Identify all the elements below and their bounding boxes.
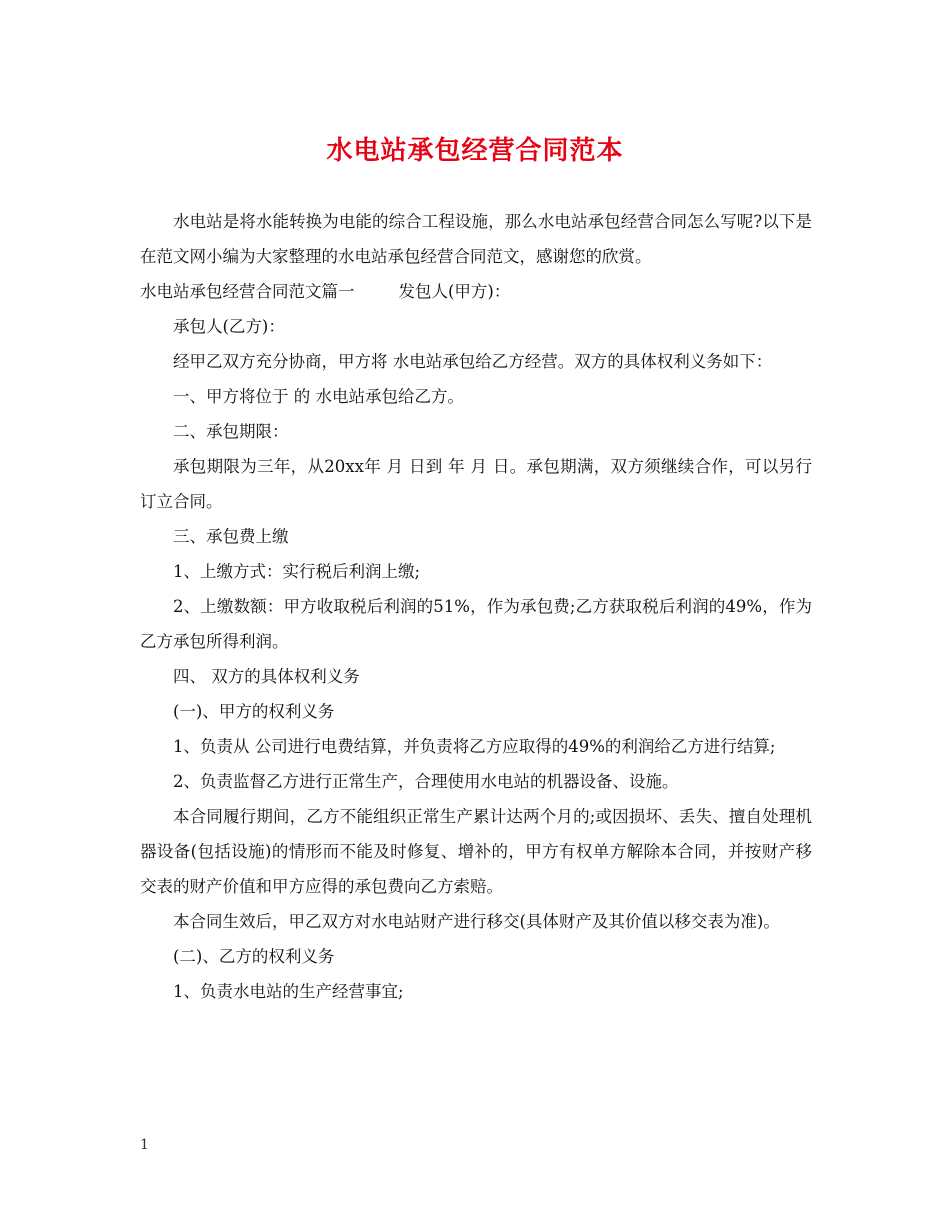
handover-paragraph: 本合同生效后，甲乙双方对水电站财产进行移交(具体财产及其价值以移交表为准)。 <box>173 912 780 931</box>
document-title: 水电站承包经营合同范本 <box>326 136 624 166</box>
termination-paragraph: 本合同履行期间，乙方不能组织正常生产累计达两个月的;或因损坏、丢失、擅自处理机器设备(包括设施)的情形而不能及时修复、增补的，甲方有权单方解除本合同，并按财产移交表的财产价值和甲方应得的承包费向乙方索赔。 <box>140 807 812 896</box>
party-a-duty-2: 2、负责监督乙方进行正常生产，合理使用水电站的机器设备、设施。 <box>173 772 679 791</box>
payment-method-item: 1、上缴方式：实行税后利润上缴; <box>173 562 421 581</box>
party-a-duty-1: 1、负责从 公司进行电费结算，并负责将乙方应取得的49%的利润给乙方进行结算; <box>173 737 776 756</box>
clause-2-heading: 二、承包期限： <box>173 422 289 441</box>
section-title: 水电站承包经营合同范文篇一 <box>140 282 355 301</box>
party-a-rights-heading: (一)、甲方的权利义务 <box>173 702 335 721</box>
clause-1: 一、甲方将位于 的 水电站承包给乙方。 <box>173 387 464 406</box>
party-b-duty-1: 1、负责水电站的生产经营事宜; <box>173 982 404 1001</box>
party-b-rights-heading: (二)、乙方的权利义务 <box>173 947 335 966</box>
intro-paragraph: 水电站是将水能转换为电能的综合工程设施，那么水电站承包经营合同怎么写呢?以下是在范文网小编为大家整理的水电站承包经营合同范文，感谢您的欣赏。 <box>140 212 812 266</box>
section-heading-line <box>140 274 812 309</box>
payment-amount-item: 2、上缴数额：甲方收取税后利润的51%，作为承包费;乙方获取税后利润的49%，作为乙方承包所得利润。 <box>140 597 812 651</box>
agreement-paragraph: 经甲乙双方充分协商，甲方将 水电站承包给乙方经营。双方的具体权利义务如下： <box>173 352 773 371</box>
page-number: 1 <box>140 1137 149 1153</box>
contract-term-paragraph: 承包期限为三年，从20xx年 月 日到 年 月 日。承包期满，双方须继续合作，可以另行订立合同。 <box>140 457 812 511</box>
clause-3-heading: 三、承包费上缴 <box>173 527 289 546</box>
party-a-label: 发包人(甲方)： <box>398 282 511 301</box>
document-body <box>140 204 812 1009</box>
party-b-label: 承包人(乙方)： <box>173 317 285 336</box>
clause-4-heading: 四、 双方的具体权利义务 <box>173 667 360 686</box>
